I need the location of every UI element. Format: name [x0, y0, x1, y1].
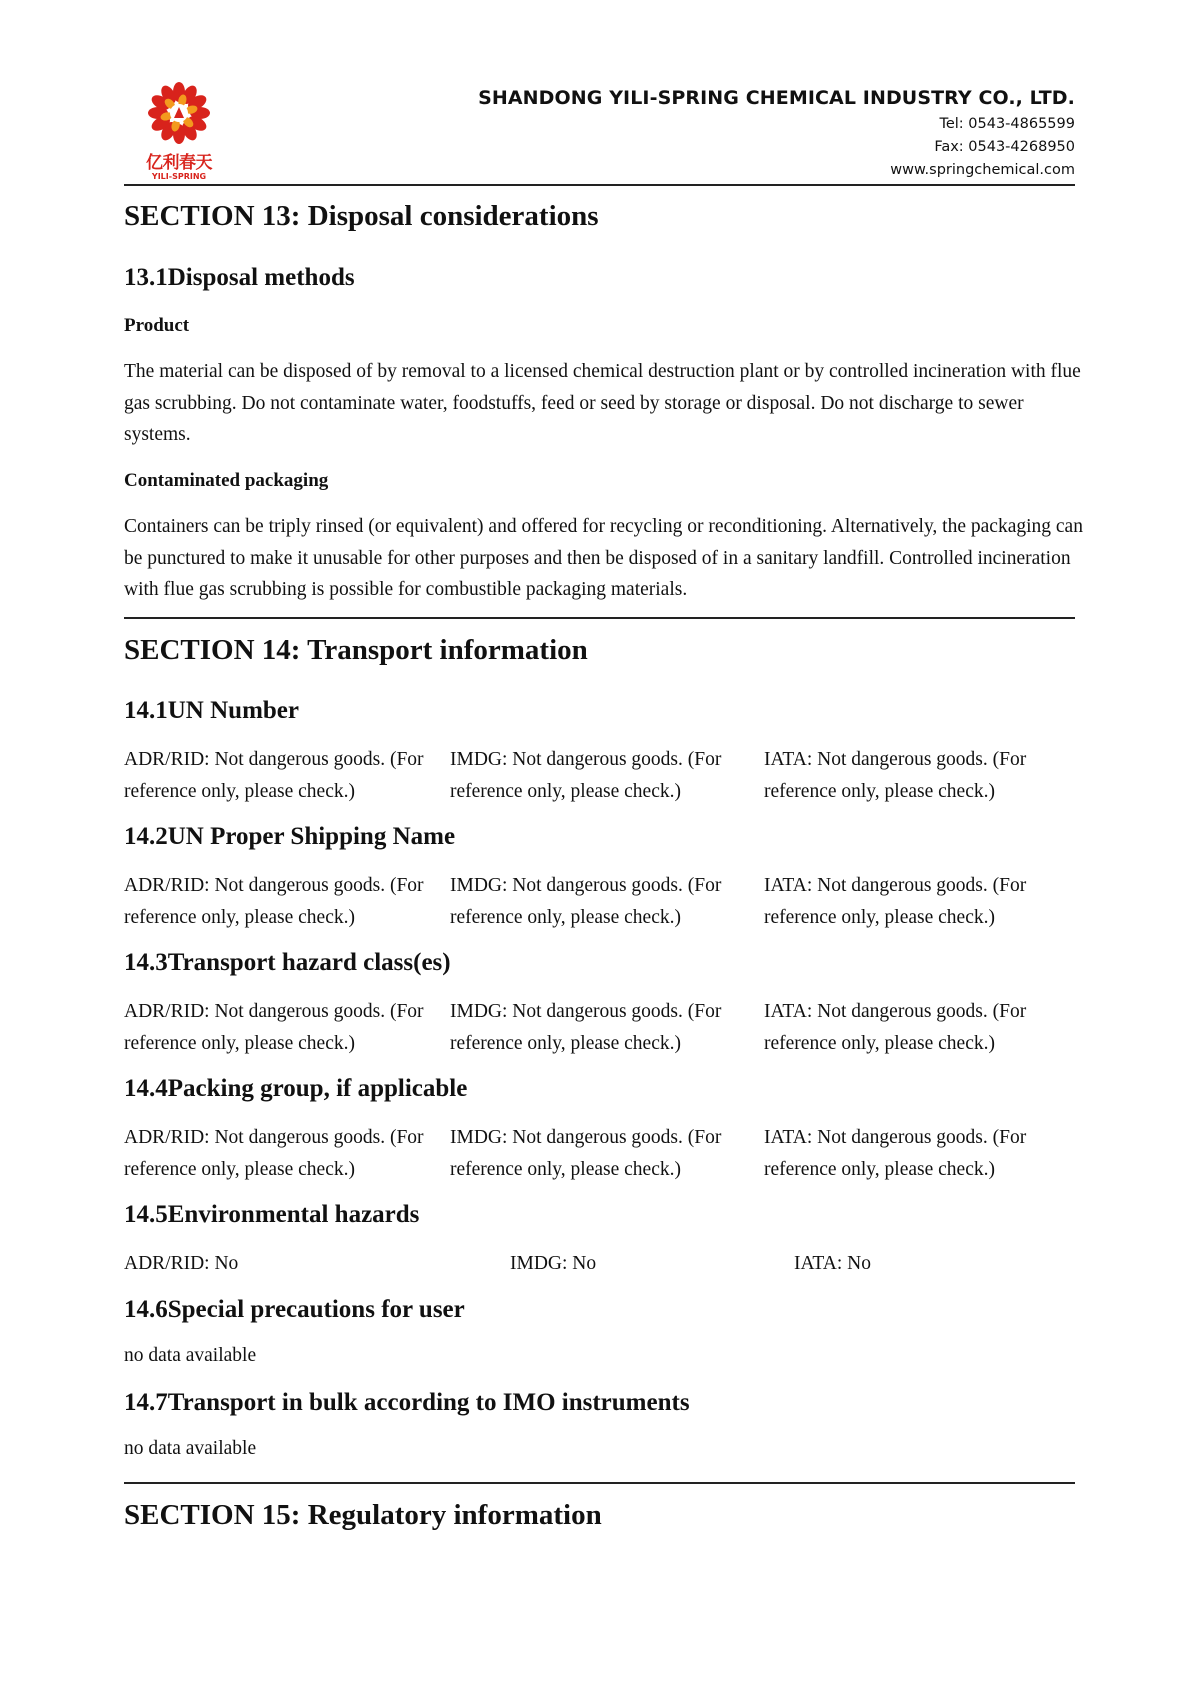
- header-divider: [124, 184, 1075, 186]
- imdg-cell: IMDG: Not dangerous goods. (For reference only, please check.): [450, 875, 722, 928]
- imdg-cell: IMDG: No: [510, 1253, 597, 1274]
- section-14-title: SECTION 14: Transport information: [124, 634, 588, 666]
- packaging-disposal-text: Containers can be triply rinsed (or equivalent) and offered for recycling or reconditioning. Alternatively, the packaging can be punctured to make it unusable for other purposes and then be disposed of in a sanitary landfill. Controlled incineration with flue gas scrubbing is possible for combustible packaging materials.: [124, 516, 1083, 600]
- subsection-13-1-title: 13.1Disposal methods: [124, 264, 355, 291]
- adr-rid-cell: ADR/RID: Not dangerous goods. (For reference only, please check.): [124, 875, 424, 928]
- imdg-cell: IMDG: Not dangerous goods. (For reference only, please check.): [450, 1001, 722, 1054]
- contaminated-packaging-label: Contaminated packaging: [124, 470, 329, 491]
- imdg-cell: IMDG: Not dangerous goods. (For reference only, please check.): [450, 749, 722, 802]
- section-15-title: SECTION 15: Regulatory information: [124, 1499, 602, 1531]
- company-fax: Fax: 0543-4268950: [934, 139, 1075, 155]
- section-divider: [124, 617, 1075, 619]
- company-tel: Tel: 0543-4865599: [939, 116, 1075, 132]
- logo-english-text: YILI-SPRING: [151, 172, 207, 181]
- section-divider: [124, 1482, 1075, 1484]
- adr-rid-cell: ADR/RID: Not dangerous goods. (For reference only, please check.): [124, 1127, 424, 1180]
- adr-rid-cell: ADR/RID: Not dangerous goods. (For reference only, please check.): [124, 749, 424, 802]
- product-label: Product: [124, 315, 190, 336]
- company-logo: [138, 80, 220, 186]
- logo-chinese-text: 亿利春天: [146, 153, 212, 173]
- special-precautions-text: no data available: [124, 1345, 257, 1366]
- subsection-14-5-title: 14.5Environmental hazards: [124, 1201, 420, 1228]
- iata-cell: IATA: Not dangerous goods. (For reference only, please check.): [764, 749, 1027, 802]
- iata-cell: IATA: Not dangerous goods. (For reference only, please check.): [764, 1001, 1027, 1054]
- adr-rid-cell: ADR/RID: No: [124, 1253, 239, 1274]
- company-name: SHANDONG YILI-SPRING CHEMICAL INDUSTRY CO., LTD.: [478, 87, 1075, 109]
- iata-cell: IATA: No: [794, 1253, 871, 1274]
- subsection-14-6-title: 14.6Special precautions for user: [124, 1296, 465, 1323]
- imdg-cell: IMDG: Not dangerous goods. (For reference only, please check.): [450, 1127, 722, 1180]
- sunflower-logo-icon: [138, 80, 220, 146]
- section-13-title: SECTION 13: Disposal considerations: [124, 200, 599, 232]
- bulk-transport-text: no data available: [124, 1438, 257, 1459]
- company-website[interactable]: www.springchemical.com: [890, 162, 1075, 178]
- subsection-14-2-title: 14.2UN Proper Shipping Name: [124, 823, 456, 850]
- adr-rid-cell: ADR/RID: Not dangerous goods. (For reference only, please check.): [124, 1001, 424, 1054]
- company-info: [478, 87, 1075, 179]
- subsection-14-1-title: 14.1UN Number: [124, 697, 299, 724]
- subsection-14-7-title: 14.7Transport in bulk according to IMO instruments: [124, 1389, 690, 1416]
- subsection-14-3-title: 14.3Transport hazard class(es): [124, 949, 451, 976]
- iata-cell: IATA: Not dangerous goods. (For reference only, please check.): [764, 875, 1027, 928]
- product-disposal-text: The material can be disposed of by removal to a licensed chemical destruction plant or by controlled incineration with flue gas scrubbing. Do not contaminate water, foodstuffs, feed or seed by storage or disposal. Do not discharge to sewer systems.: [124, 361, 1081, 445]
- subsection-14-4-title: 14.4Packing group, if applicable: [124, 1075, 468, 1102]
- iata-cell: IATA: Not dangerous goods. (For reference only, please check.): [764, 1127, 1027, 1180]
